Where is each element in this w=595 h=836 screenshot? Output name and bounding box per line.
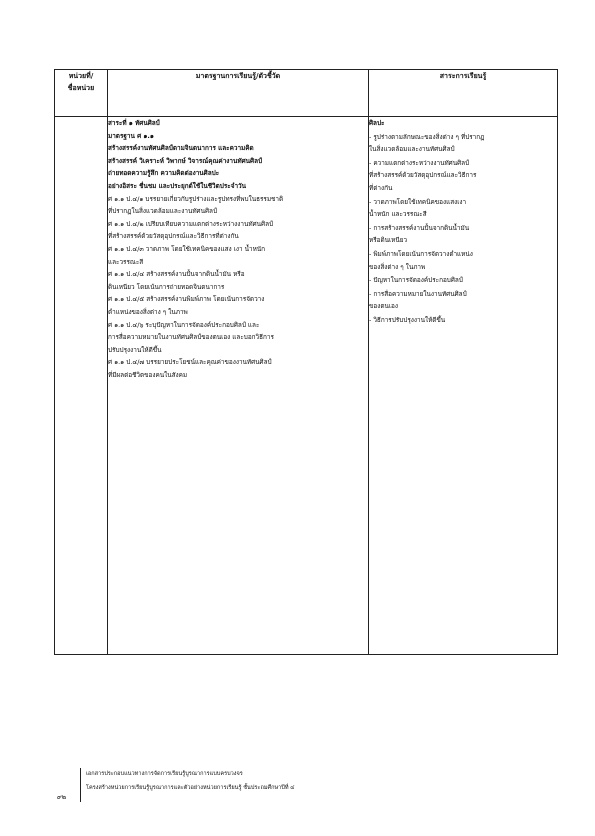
text-line: ตำแหน่งของสิ่งต่าง ๆ ในภาพ <box>108 307 188 316</box>
text-line: ศ ๑.๑ ป.๔/๕ สร้างสรรค์งานพิมพ์ภาพ โดยเน้นการจัดวาง <box>108 295 265 304</box>
text-line: - พิมพ์ภาพโดยเน้นการจัดวางตำแหน่ง <box>369 249 473 258</box>
text-line: ในสิ่งแวดล้อมและงานทัศนศิลป์ <box>369 145 455 154</box>
text-line: - ความแตกต่างระหว่างงานทัศนศิลป์ <box>369 158 470 167</box>
text-line: - ปัญหาในการจัดองค์ประกอบศิลป์ <box>369 276 463 285</box>
text-line: - วาดภาพโดยใช้เทคนิคของแสงเงา <box>369 197 467 206</box>
text-line: - การสร้างสรรค์งานปั้นจากดินน้ำมัน <box>369 223 470 232</box>
unit-header-line1: หน่วยที่/ <box>68 72 94 80</box>
footer-divider <box>80 768 81 802</box>
table-header-row <box>55 70 558 117</box>
footer-title-line2: โครงสร้างหน่วยการเรียนรู้บูรณาการและตัวอย่างหน่วยการเรียนรู้ ชั้นประถมศึกษาปีที่ ๔ <box>86 785 295 791</box>
table-body-row <box>55 117 558 655</box>
text-line: ศ ๑.๑ ป.๔/๖ ระบุปัญหาในการจัดองค์ประกอบศิลป์ และ <box>108 320 260 329</box>
text-line: - การสื่อความหมายในงานทัศนศิลป์ <box>369 289 467 298</box>
page-number: ๙๒ <box>57 793 67 801</box>
text-line: มาตรฐาน ศ ๑.๑ <box>108 131 154 140</box>
text-line: ศิลปะ <box>369 119 385 127</box>
text-line: น้ำหนัก และวรรณะสี <box>369 210 427 219</box>
text-line: - รูปร่างตามลักษณะของสิ่งต่าง ๆ ที่ปรากฏ <box>369 132 485 141</box>
text-line: ศ ๑.๑ ป.๔/๓ วาดภาพ โดยใช้เทคนิคของแสง เงา น้ำหนัก <box>108 244 266 253</box>
text-line: ศ ๑.๑ ป.๔/๔ สร้างสรรค์งานปั้นจากดินน้ำมัน หรือ <box>108 270 245 279</box>
text-line: ที่สร้างสรรค์ด้วยวัสดุอุปกรณ์และวิธีการที่ต่างกัน <box>108 232 239 241</box>
text-line: สร้างสรรค์ วิเคราะห์ วิพากษ์ วิจารณ์คุณค่างานทัศนศิลป์ <box>108 156 263 165</box>
page-footer <box>0 766 595 806</box>
unit-cell <box>55 117 108 655</box>
standards-column-header: มาตรฐานการเรียนรู้/ตัวชี้วัด <box>108 70 369 117</box>
text-line: ถ่ายทอดความรู้สึก ความคิดต่องานศิลปะ <box>108 169 220 178</box>
text-line: ของสิ่งต่าง ๆ ในภาพ <box>369 262 426 271</box>
content-column-header: สาระการเรียนรู้ <box>369 70 558 117</box>
text-line: ที่ต่างกัน <box>369 183 393 192</box>
standards-cell <box>108 117 369 655</box>
text-line: ศ ๑.๑ ป.๔/๑ บรรยายเกี่ยวกับรูปร่างและรูปทรงที่พบในธรรมชาติ <box>108 194 284 203</box>
content-cell <box>369 117 558 655</box>
unit-header-line2: ชื่อหน่วย <box>67 84 95 92</box>
text-line: และวรรณะสี <box>108 257 144 266</box>
text-line: ที่สร้างสรรค์ด้วยวัสดุอุปกรณ์และวิธีการ <box>369 171 477 180</box>
unit-column-header <box>55 70 108 117</box>
text-line: ที่ปรากฏในสิ่งแวดล้อมและงานทัศนศิลป์ <box>108 207 217 216</box>
text-line: ของตนเอง <box>369 302 398 311</box>
text-line: สร้างสรรค์งานทัศนศิลป์ตามจินตนาการ และความคิด <box>108 144 254 153</box>
text-line: สาระที่ ๑ ทัศนศิลป์ <box>108 119 160 127</box>
footer-title-line1: เอกสารประกอบแนวทางการจัดการเรียนรู้บูรณาการแบบครบวงจร <box>86 771 243 777</box>
content-list <box>369 117 557 327</box>
text-line: ศ ๑.๑ ป.๔/๗ บรรยายประโยชน์และคุณค่าของงานทัศนศิลป์ <box>108 358 272 367</box>
text-line: อย่างอิสระ ชื่นชม และประยุกต์ใช้ในชีวิตประจำวัน <box>108 181 246 190</box>
text-line: ปรับปรุงงานให้ดีขึ้น <box>108 345 162 354</box>
curriculum-table <box>54 69 558 655</box>
text-line: หรือดินเหนียว <box>369 236 408 245</box>
text-line: - วิธีการปรับปรุงงานให้ดีขึ้น <box>369 315 446 324</box>
text-line: ที่มีผลต่อชีวิตของคนในสังคม <box>108 370 188 379</box>
standards-list <box>108 117 368 381</box>
text-line: ศ ๑.๑ ป.๔/๒ เปรียบเทียบความแตกต่างระหว่างงานทัศนศิลป์ <box>108 219 274 228</box>
text-line: ดินเหนียว โดยเน้นการถ่ายทอดจินตนาการ <box>108 282 225 291</box>
text-line: การสื่อความหมายในงานทัศนศิลป์ของตนเอง และบอกวิธีการ <box>108 333 274 342</box>
